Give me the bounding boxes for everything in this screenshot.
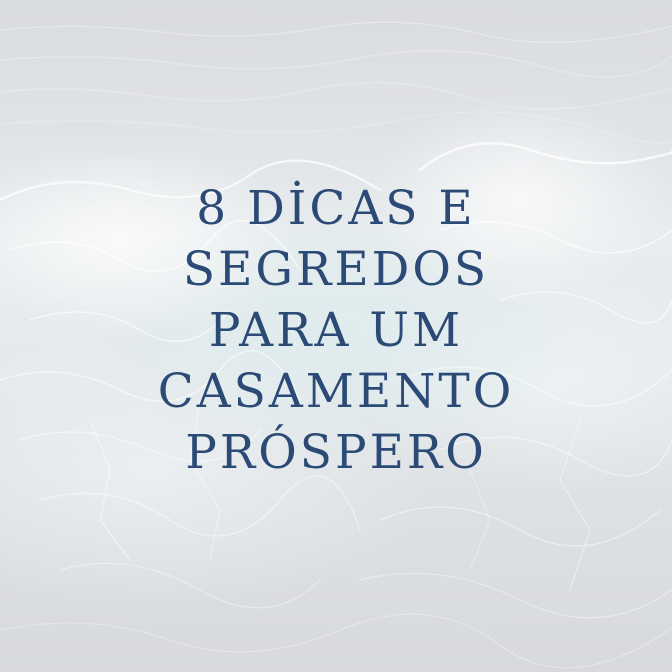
- headline-line-4: CASAMENTO: [157, 364, 515, 419]
- headline-line-2: SEGREDOS: [182, 242, 490, 297]
- headline-line-3: PARA UM: [208, 303, 464, 358]
- headline-line-1: 8 DİCAS E: [196, 181, 476, 236]
- headline: [0, 178, 672, 483]
- headline-line-5: PRÓSPERO: [185, 425, 487, 480]
